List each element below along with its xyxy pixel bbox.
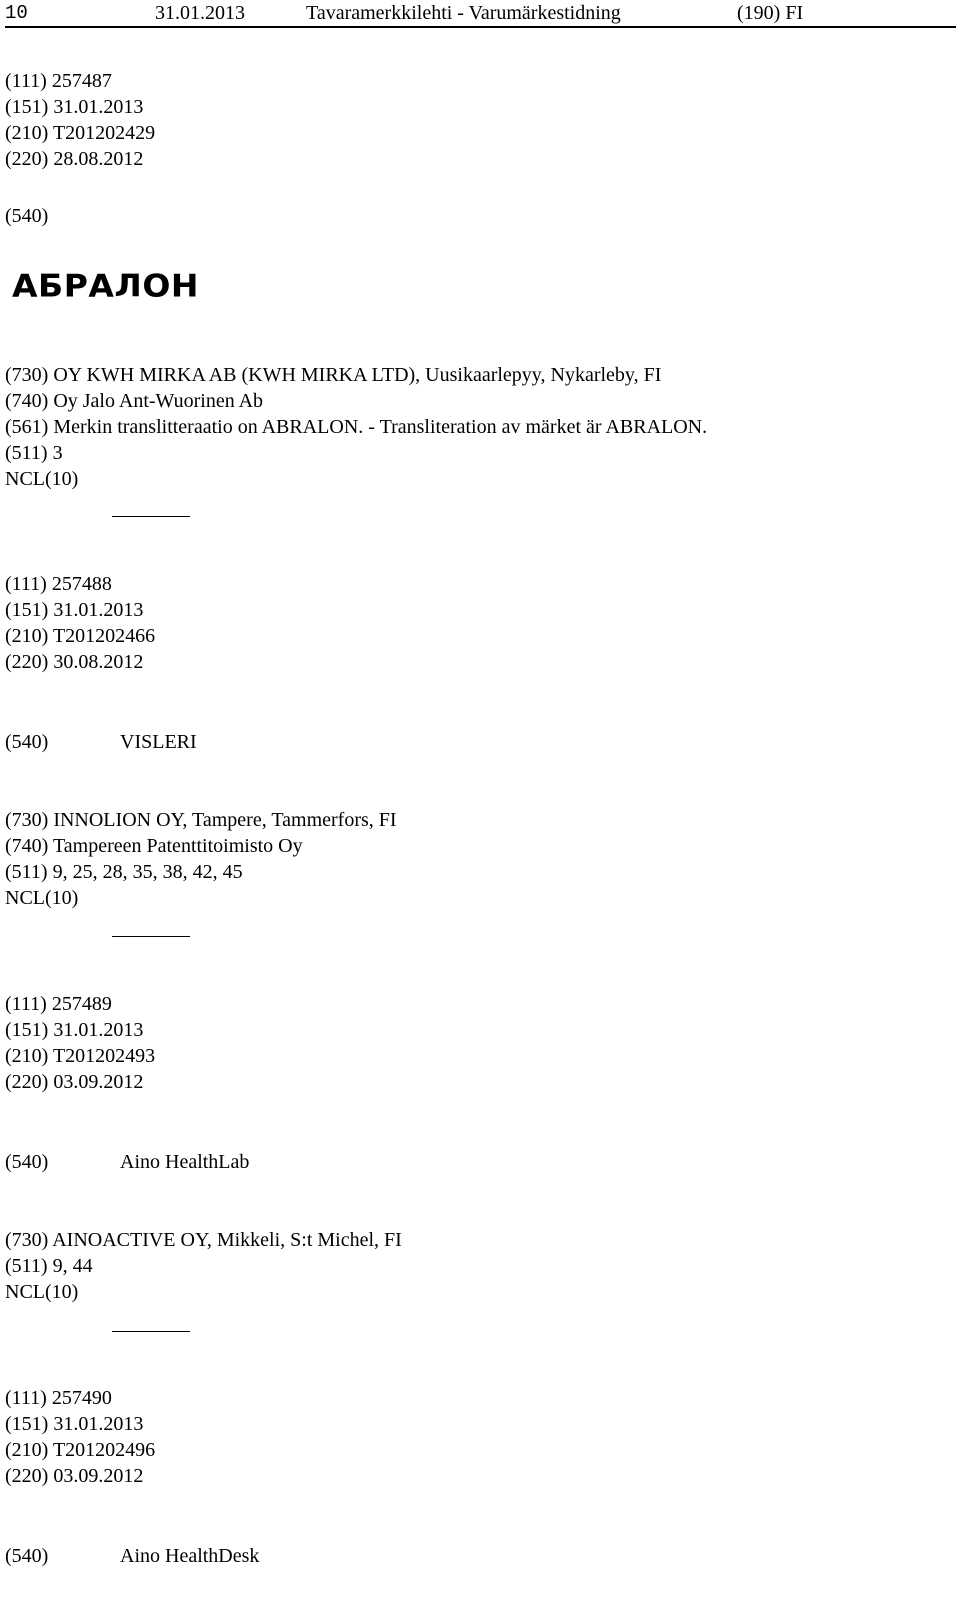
classes: (511) 9, 25, 28, 35, 38, 42, 45 <box>5 861 243 883</box>
ncl-edition: NCL(10) <box>5 1281 79 1303</box>
publication-title: Tavaramerkkilehti - Varumärkestidning <box>306 2 621 24</box>
registration-number: (111) 257489 <box>5 993 112 1015</box>
registration-number: (111) 257487 <box>5 70 112 92</box>
owner: (730) INNOLION OY, Tampere, Tammerfors, FI <box>5 809 397 831</box>
mark-label: (540) <box>5 1545 49 1567</box>
trademark-image: АБРАЛОН <box>12 267 199 305</box>
entry-separator <box>112 936 190 937</box>
filing-date: (220) 30.08.2012 <box>5 651 144 673</box>
application-number: (210) T201202429 <box>5 122 156 144</box>
application-number: (210) T201202466 <box>5 625 156 647</box>
country-code: (190) FI <box>737 2 804 24</box>
registration-number: (111) 257488 <box>5 573 112 595</box>
trademark-word: Aino HealthLab <box>120 1151 250 1173</box>
mark-label: (540) <box>5 205 49 227</box>
transliteration: (561) Merkin translitteraatio on ABRALON. - Transliteration av märket är ABRALON. <box>5 416 708 438</box>
entry-separator <box>112 516 190 517</box>
publication-date: 31.01.2013 <box>155 2 245 24</box>
registration-number: (111) 257490 <box>5 1387 112 1409</box>
application-number: (210) T201202493 <box>5 1045 156 1067</box>
ncl-edition: NCL(10) <box>5 468 79 490</box>
classes: (511) 3 <box>5 442 63 464</box>
filing-date: (220) 28.08.2012 <box>5 148 144 170</box>
registration-date: (151) 31.01.2013 <box>5 1019 144 1041</box>
filing-date: (220) 03.09.2012 <box>5 1465 144 1487</box>
owner: (730) OY KWH MIRKA AB (KWH MIRKA LTD), Uusikaarlepyy, Nykarleby, FI <box>5 364 662 386</box>
registration-date: (151) 31.01.2013 <box>5 96 144 118</box>
mark-label: (540) <box>5 731 49 753</box>
mark-label: (540) <box>5 1151 49 1173</box>
trademark-word: Aino HealthDesk <box>120 1545 260 1567</box>
page-header <box>5 0 956 28</box>
classes: (511) 9, 44 <box>5 1255 93 1277</box>
entry-separator <box>112 1331 190 1332</box>
ncl-edition: NCL(10) <box>5 887 79 909</box>
owner: (730) AINOACTIVE OY, Mikkeli, S:t Michel, FI <box>5 1229 402 1251</box>
agent: (740) Oy Jalo Ant-Wuorinen Ab <box>5 390 264 412</box>
registration-date: (151) 31.01.2013 <box>5 599 144 621</box>
registration-date: (151) 31.01.2013 <box>5 1413 144 1435</box>
filing-date: (220) 03.09.2012 <box>5 1071 144 1093</box>
agent: (740) Tampereen Patenttitoimisto Oy <box>5 835 303 857</box>
trademark-word: VISLERI <box>120 731 197 753</box>
application-number: (210) T201202496 <box>5 1439 156 1461</box>
page-number: 10 <box>5 2 28 24</box>
